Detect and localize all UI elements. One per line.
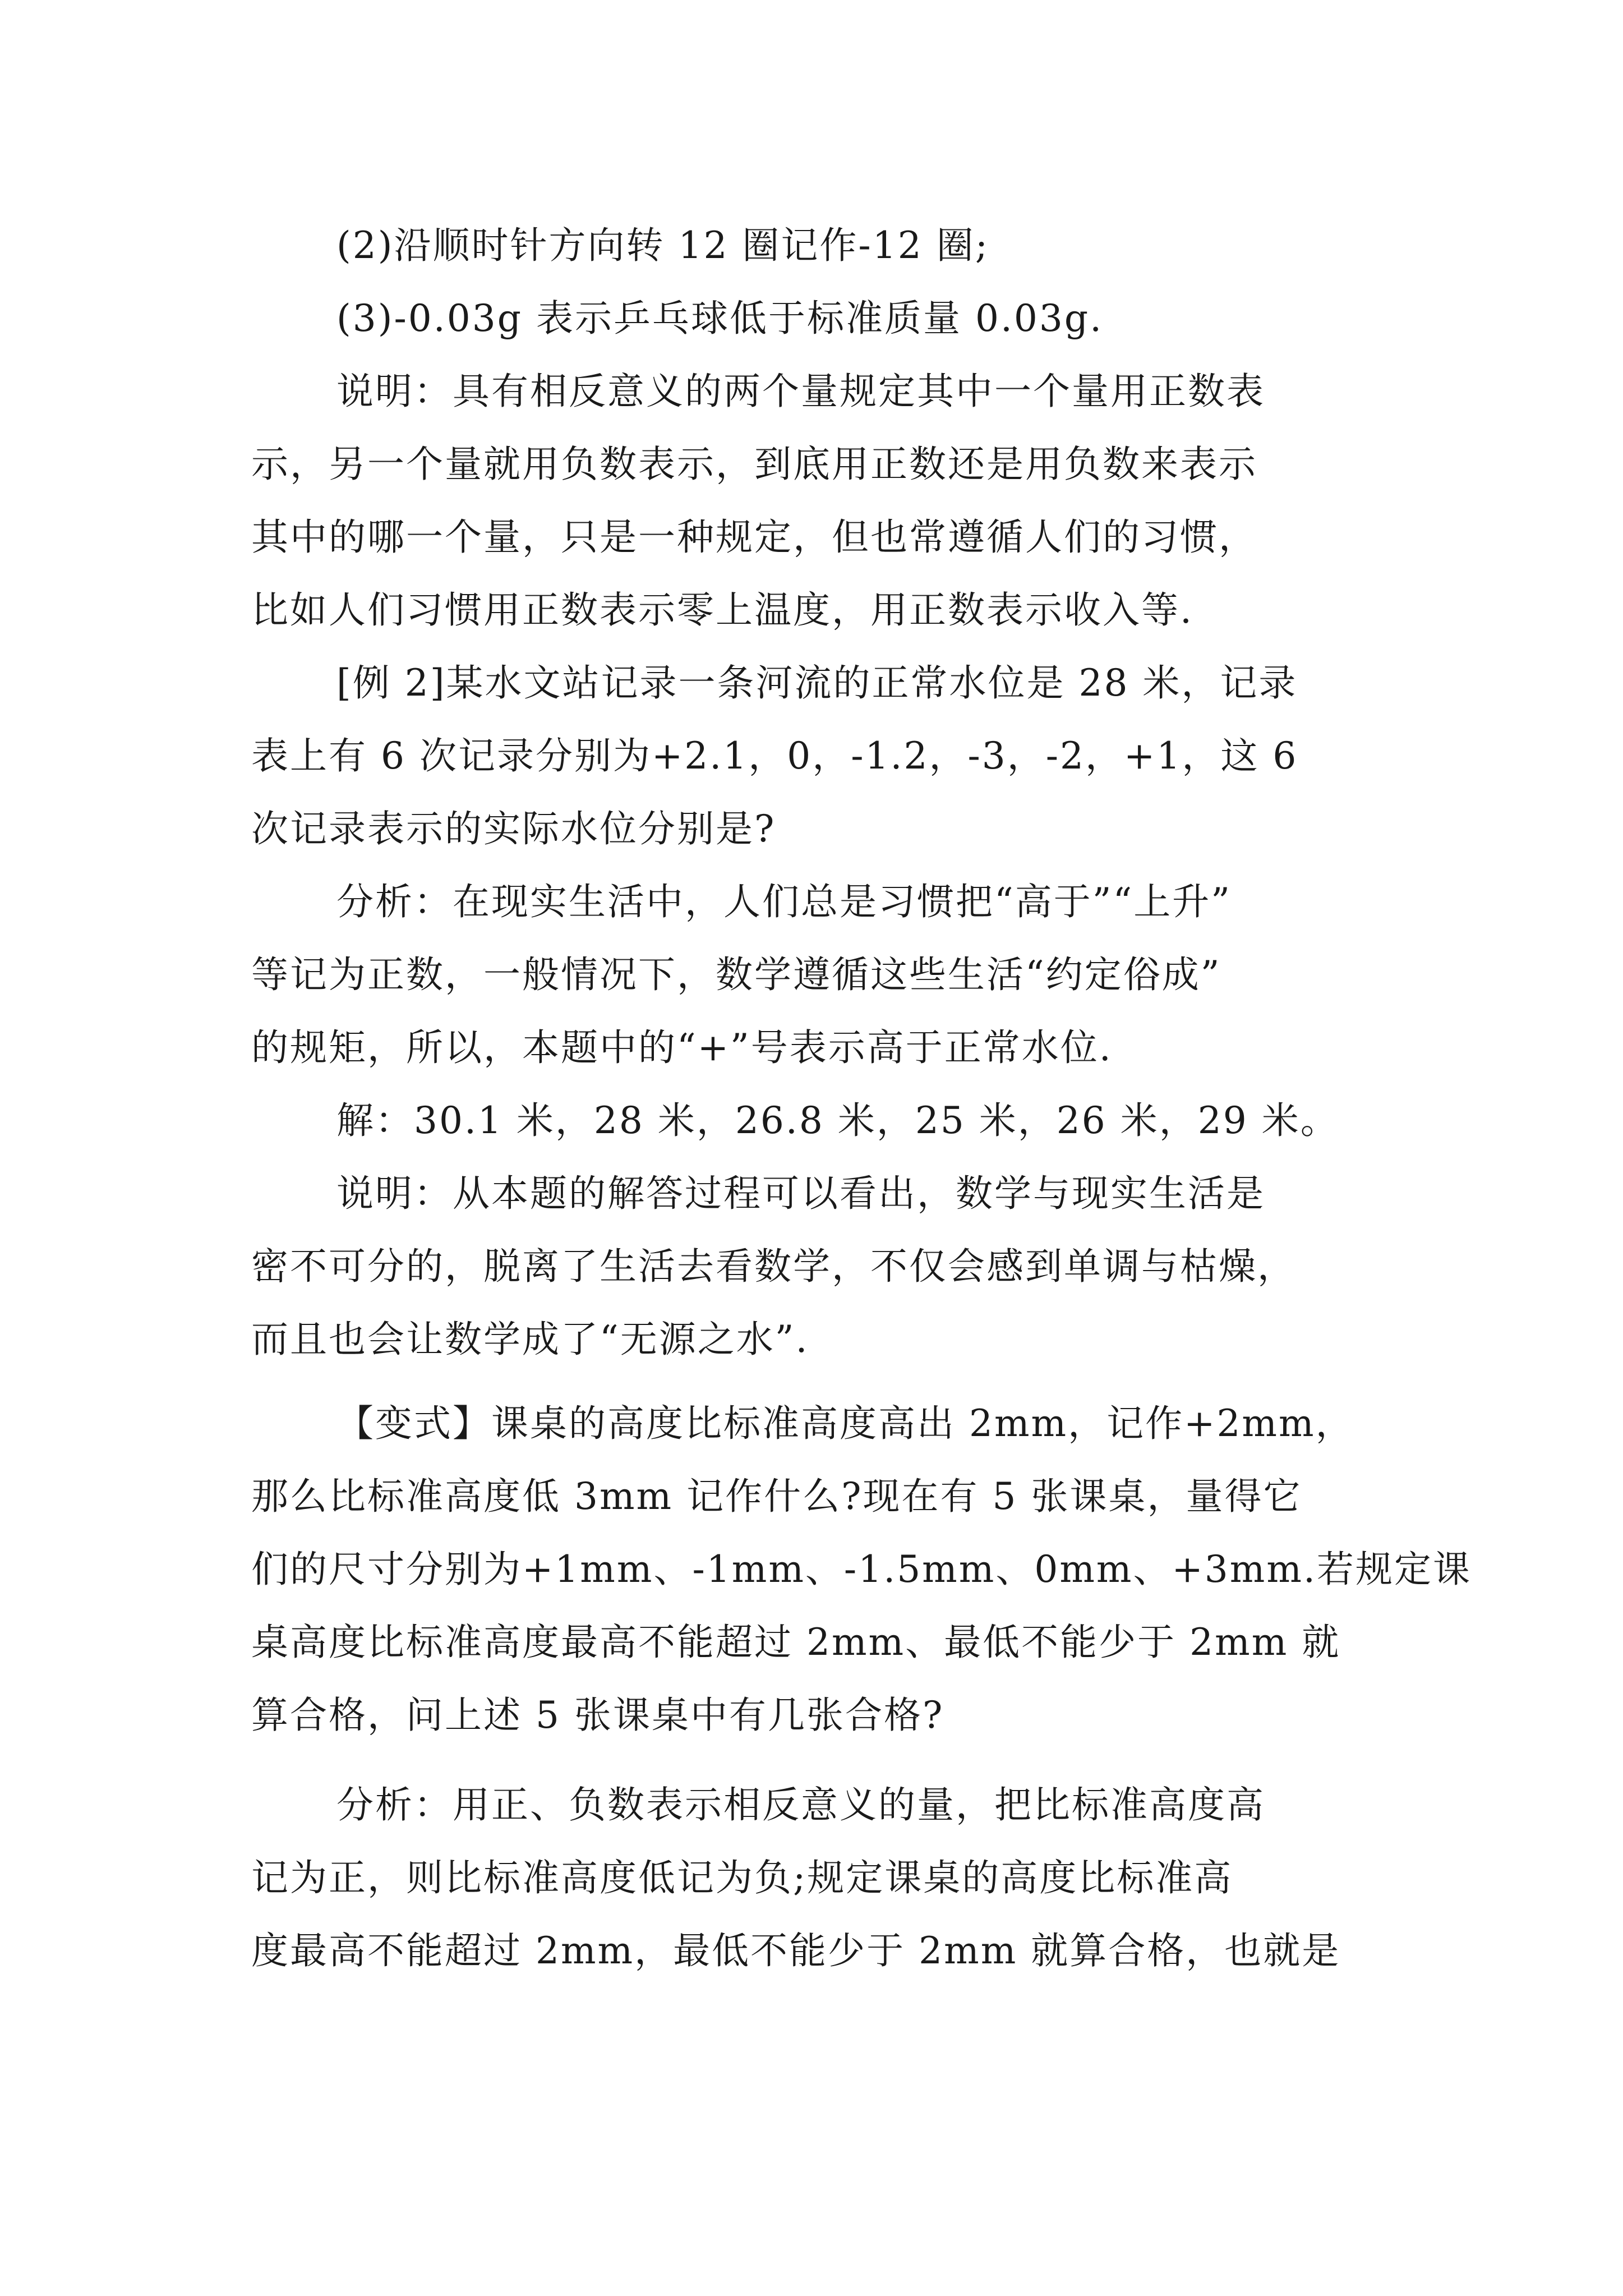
text-line: [例 2]某水文站记录一条河流的正常水位是 28 米，记录 [336, 661, 1298, 705]
text-line: 说明：从本题的解答过程可以看出，数学与现实生活是 [336, 1172, 1265, 1215]
text-line: 比如人们习惯用正数表示零上温度，用正数表示收入等. [251, 588, 1193, 632]
text-line: 算合格，问上述 5 张课桌中有几张合格? [251, 1694, 944, 1737]
text-line: 而且也会让数学成了“无源之水”. [251, 1318, 809, 1361]
text-line: 的规矩，所以，本题中的“+”号表示高于正常水位. [251, 1026, 1113, 1069]
text-line: (3)-0.03g 表示乒乓球低于标准质量 0.03g. [336, 297, 1104, 340]
text-line: 记为正，则比标准高度低记为负;规定课桌的高度比标准高 [251, 1856, 1233, 1899]
text-line: 等记为正数，一般情况下，数学遵循这些生活“约定俗成” [251, 953, 1221, 996]
text-line: 【变式】课桌的高度比标准高度高出 2mm，记作+2mm， [336, 1402, 1354, 1445]
text-line: (2)沿顺时针方向转 12 圈记作-12 圈; [336, 224, 989, 267]
text-line: 密不可分的，脱离了生活去看数学，不仅会感到单调与枯燥， [251, 1245, 1296, 1288]
text-line: 分析：用正、负数表示相反意义的量，把比标准高度高 [336, 1783, 1265, 1826]
text-line: 示，另一个量就用负数表示，到底用正数还是用负数来表示 [251, 443, 1257, 486]
text-line: 度最高不能超过 2mm，最低不能少于 2mm 就算合格，也就是 [251, 1929, 1341, 1972]
text-line: 那么比标准高度低 3mm 记作什么?现在有 5 张课桌，量得它 [251, 1475, 1302, 1518]
text-line: 桌高度比标准高度最高不能超过 2mm、最低不能少于 2mm 就 [251, 1621, 1341, 1664]
text-line: 解：30.1 米，28 米，26.8 米，25 米，26 米，29 米。 [336, 1099, 1339, 1142]
text-line: 表上有 6 次记录分别为+2.1，0，-1.2，-3，-2，+1，这 6 [251, 734, 1298, 777]
text-line: 分析：在现实生活中，人们总是习惯把“高于”“上升” [336, 880, 1232, 923]
text-line: 次记录表示的实际水位分别是? [251, 807, 776, 850]
text-line: 们的尺寸分别为+1mm、-1mm、-1.5mm、0mm、+3mm.若规定课 [251, 1548, 1472, 1591]
text-line: 说明：具有相反意义的两个量规定其中一个量用正数表 [336, 370, 1265, 413]
text-line: 其中的哪一个量，只是一种规定，但也常遵循人们的习惯， [251, 516, 1257, 559]
